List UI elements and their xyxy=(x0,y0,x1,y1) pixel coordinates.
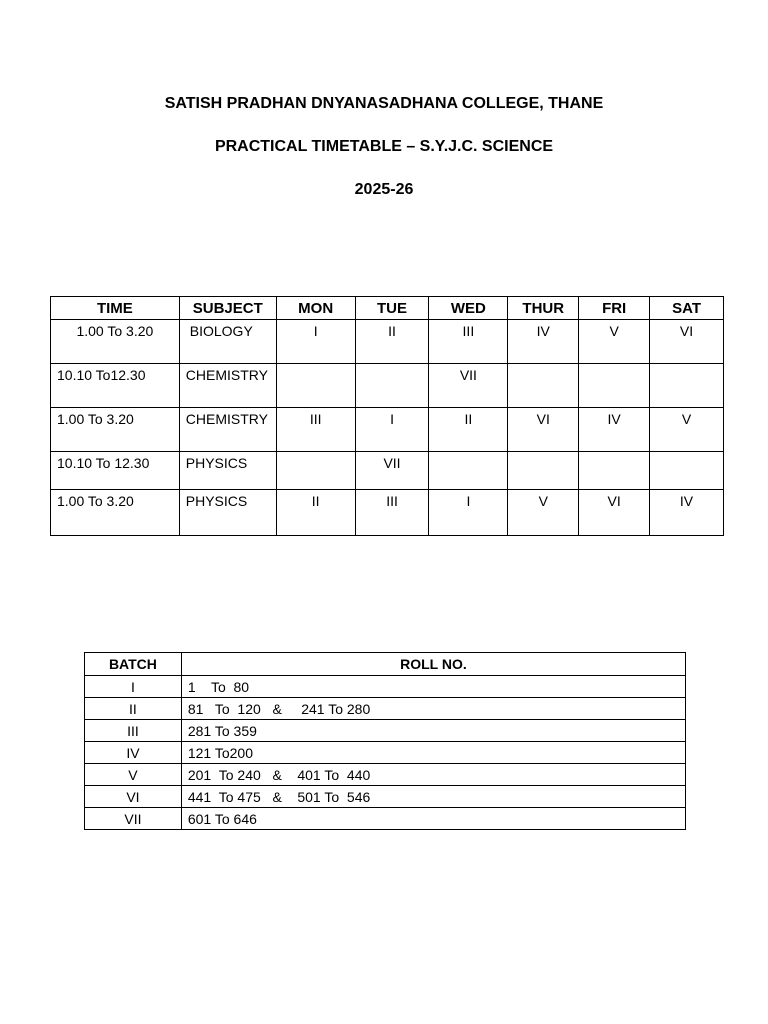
roll-range-cell: 121 To200 xyxy=(181,742,685,764)
batch-cell: VI xyxy=(650,320,724,364)
column-header-roll-no: ROLL NO. xyxy=(181,653,685,676)
academic-year: 2025-26 xyxy=(354,181,414,198)
batch-cell xyxy=(579,364,650,408)
batch-cell: IV xyxy=(579,408,650,452)
batch-cell: II xyxy=(429,408,508,452)
roll-range-cell: 601 To 646 xyxy=(181,808,685,830)
column-header-subject: SUBJECT xyxy=(179,297,276,320)
batch-cell xyxy=(276,452,355,490)
subject-cell: PHYSICS xyxy=(179,490,276,536)
table-row xyxy=(85,786,686,808)
batch-cell xyxy=(508,452,579,490)
batch-cell: VII xyxy=(355,452,429,490)
column-header-batch: BATCH xyxy=(85,653,182,676)
subject-cell: CHEMISTRY xyxy=(179,408,276,452)
batch-cell: IV xyxy=(650,490,724,536)
column-header-time: TIME xyxy=(51,297,180,320)
roll-range-cell: 81 To 120 & 241 To 280 xyxy=(181,698,685,720)
table-row xyxy=(51,452,724,490)
table-row xyxy=(85,764,686,786)
batch-cell: I xyxy=(429,490,508,536)
table-row xyxy=(85,698,686,720)
table-row xyxy=(51,320,724,364)
table-row xyxy=(51,408,724,452)
table-row xyxy=(85,742,686,764)
subject-cell: BIOLOGY xyxy=(179,320,276,364)
batch-cell xyxy=(429,452,508,490)
batch-cell: III xyxy=(355,490,429,536)
batch-header-row xyxy=(85,653,686,676)
college-name: SATISH PRADHAN DNYANASADHANA COLLEGE, THANE xyxy=(164,95,604,112)
roll-range-cell: 201 To 240 & 401 To 440 xyxy=(181,764,685,786)
column-header-tue: TUE xyxy=(355,297,429,320)
column-header-wed: WED xyxy=(429,297,508,320)
batch-cell: IV xyxy=(508,320,579,364)
batch-cell: I xyxy=(355,408,429,452)
timetable-header-row xyxy=(51,297,724,320)
batch-cell xyxy=(650,364,724,408)
column-header-thur: THUR xyxy=(508,297,579,320)
batch-cell: VI xyxy=(579,490,650,536)
batch-cell: VI xyxy=(85,786,182,808)
batch-cell xyxy=(276,364,355,408)
roll-range-cell: 441 To 475 & 501 To 546 xyxy=(181,786,685,808)
batch-cell: V xyxy=(508,490,579,536)
time-cell: 1.00 To 3.20 xyxy=(51,408,180,452)
subject-cell: PHYSICS xyxy=(179,452,276,490)
column-header-fri: FRI xyxy=(579,297,650,320)
batch-cell: III xyxy=(276,408,355,452)
time-cell: 1.00 To 3.20 xyxy=(51,490,180,536)
column-header-sat: SAT xyxy=(650,297,724,320)
document-title: PRACTICAL TIMETABLE – S.Y.J.C. SCIENCE xyxy=(214,138,554,155)
batch-cell: IV xyxy=(85,742,182,764)
practical-timetable xyxy=(50,296,724,536)
batch-cell: I xyxy=(276,320,355,364)
batch-cell: V xyxy=(579,320,650,364)
roll-range-cell: 1 To 80 xyxy=(181,676,685,698)
batch-cell: I xyxy=(85,676,182,698)
batch-cell: II xyxy=(85,698,182,720)
batch-cell: V xyxy=(650,408,724,452)
batch-cell: VI xyxy=(508,408,579,452)
batch-cell: III xyxy=(85,720,182,742)
batch-cell: V xyxy=(85,764,182,786)
table-row xyxy=(85,720,686,742)
batch-cell: VII xyxy=(429,364,508,408)
batch-cell xyxy=(355,364,429,408)
table-row xyxy=(85,676,686,698)
batch-cell xyxy=(508,364,579,408)
table-row xyxy=(51,490,724,536)
batch-cell xyxy=(650,452,724,490)
batch-cell: III xyxy=(429,320,508,364)
column-header-mon: MON xyxy=(276,297,355,320)
table-row xyxy=(85,808,686,830)
batch-cell: II xyxy=(355,320,429,364)
time-cell: 10.10 To12.30 xyxy=(51,364,180,408)
batch-cell: II xyxy=(276,490,355,536)
batch-cell: VII xyxy=(85,808,182,830)
time-cell: 10.10 To 12.30 xyxy=(51,452,180,490)
batch-cell xyxy=(579,452,650,490)
table-row xyxy=(51,364,724,408)
batch-roll-table xyxy=(84,652,686,830)
subject-cell: CHEMISTRY xyxy=(179,364,276,408)
time-cell: 1.00 To 3.20 xyxy=(51,320,180,364)
roll-range-cell: 281 To 359 xyxy=(181,720,685,742)
